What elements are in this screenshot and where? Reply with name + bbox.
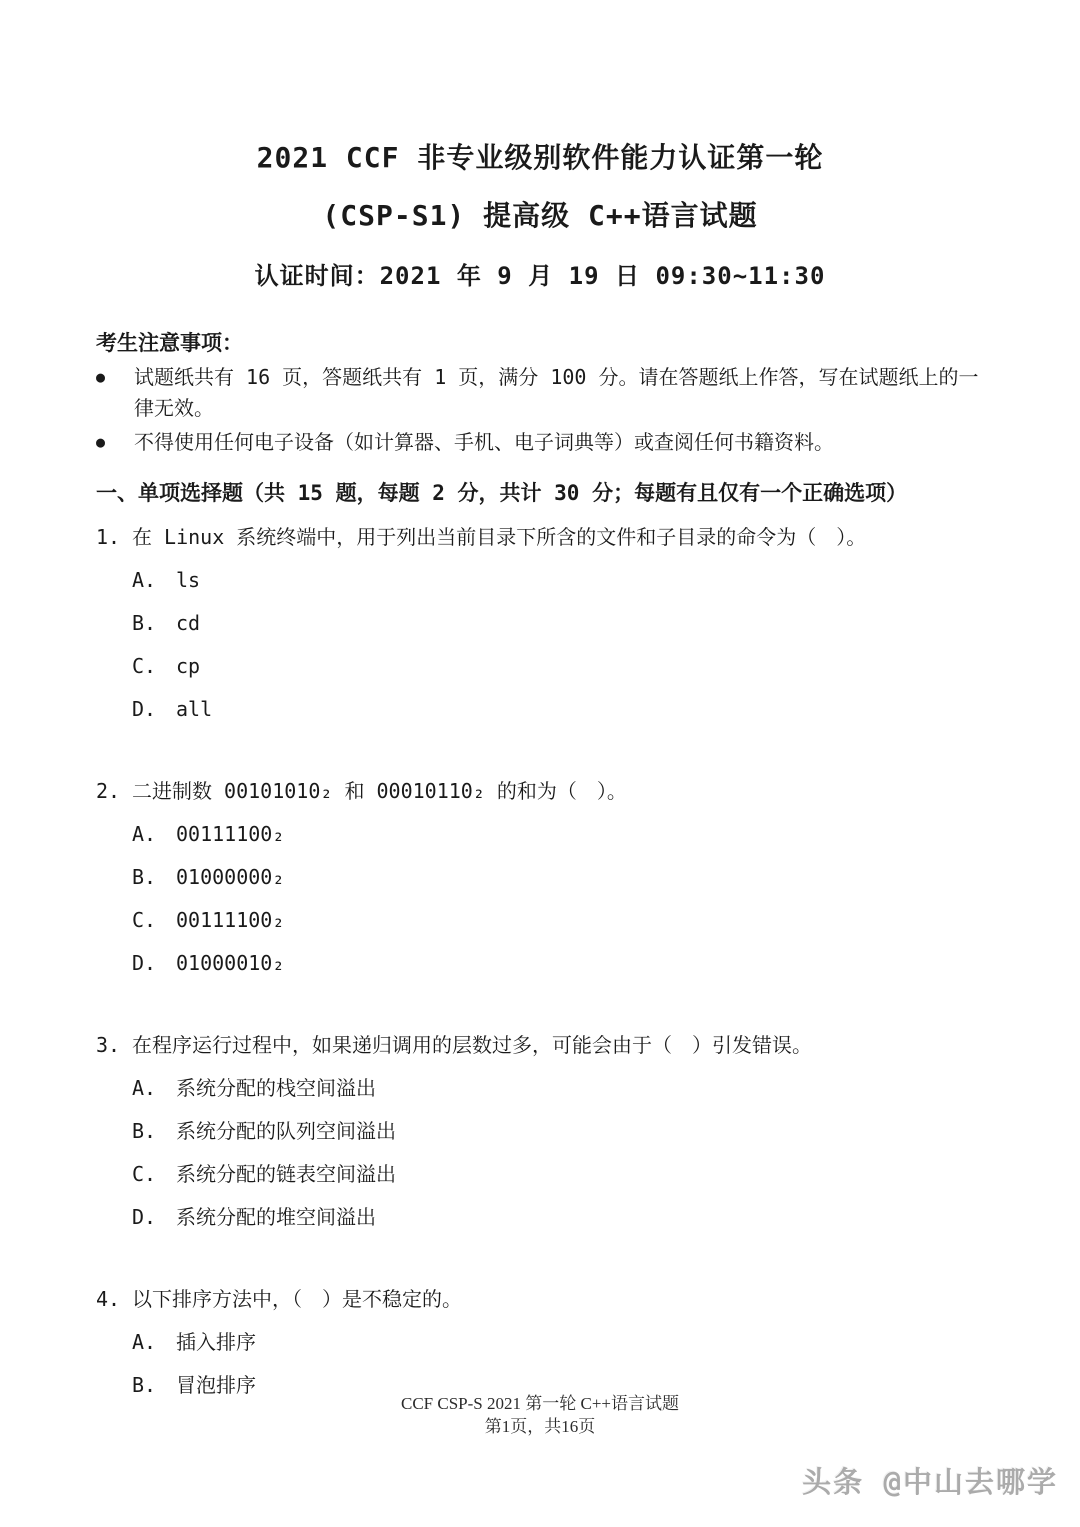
option-label: A. xyxy=(132,1330,157,1354)
option-label: C. xyxy=(132,908,157,932)
exam-time: 认证时间：2021 年 9 月 19 日 09:30~11:30 xyxy=(254,262,826,290)
question-2-option-b xyxy=(132,862,984,892)
question-1-option-d xyxy=(132,694,984,724)
exam-title-line2: (CSP-S1) 提高级 C++语言试题 xyxy=(322,199,758,232)
option-text: 插入排序 xyxy=(176,1330,256,1354)
question-3-option-b xyxy=(132,1116,984,1146)
question-1-text-line xyxy=(96,522,984,552)
question-number: 3. xyxy=(96,1033,121,1057)
option-label: B. xyxy=(132,1373,157,1397)
question-text: 在 Linux 系统终端中，用于列出当前目录下所含的文件和子目录的命令为（ ）。 xyxy=(132,525,867,549)
option-text: cp xyxy=(176,654,201,678)
question-2-option-d xyxy=(132,948,984,978)
notice-list xyxy=(96,362,984,458)
notice-item-text: 试题纸共有 16 页，答题纸共有 1 页，满分 100 分。请在答题纸上作答，写在试题纸上的一律无效。 xyxy=(134,365,979,420)
option-label: D. xyxy=(132,697,157,721)
question-3-option-c xyxy=(132,1159,984,1189)
notice-item xyxy=(96,362,984,424)
question-3-option-a xyxy=(132,1073,984,1103)
option-text: 系统分配的链表空间溢出 xyxy=(176,1162,396,1186)
question-number: 2. xyxy=(96,779,121,803)
option-text: 00111100₂ xyxy=(176,908,285,932)
section-heading: 一、单项选择题（共 15 题，每题 2 分，共计 30 分；每题有且仅有一个正确选项） xyxy=(96,481,908,505)
question-2 xyxy=(96,776,984,978)
option-label: A. xyxy=(132,568,157,592)
option-text: all xyxy=(176,697,213,721)
question-number: 4. xyxy=(96,1287,121,1311)
bullet-icon: ● xyxy=(96,368,106,386)
question-text: 在程序运行过程中，如果递归调用的层数过多，可能会由于（ ）引发错误。 xyxy=(132,1033,812,1057)
option-text: 01000000₂ xyxy=(176,865,285,889)
notice-item-text: 不得使用任何电子设备（如计算器、手机、电子词典等）或查阅任何书籍资料。 xyxy=(134,430,834,454)
notice-section xyxy=(96,328,984,458)
option-label: C. xyxy=(132,654,157,678)
exam-title-line1: 2021 CCF 非专业级别软件能力认证第一轮 xyxy=(256,141,824,174)
option-text: 系统分配的堆空间溢出 xyxy=(176,1205,376,1229)
option-text: 01000010₂ xyxy=(176,951,285,975)
option-label: D. xyxy=(132,951,157,975)
question-4-text-line xyxy=(96,1284,984,1314)
bullet-icon: ● xyxy=(96,433,106,451)
option-label: A. xyxy=(132,822,157,846)
option-text: 系统分配的队列空间溢出 xyxy=(176,1119,396,1143)
question-4-option-a xyxy=(132,1327,984,1357)
notice-item xyxy=(96,427,984,458)
question-text: 以下排序方法中，（ ）是不稳定的。 xyxy=(132,1287,462,1311)
option-label: C. xyxy=(132,1162,157,1186)
exam-header xyxy=(96,0,984,292)
option-text: 冒泡排序 xyxy=(176,1373,256,1397)
watermark-text: 头条 @中山去哪学 xyxy=(802,1465,1058,1499)
question-text: 二进制数 00101010₂ 和 00010110₂ 的和为（ ）。 xyxy=(132,779,627,803)
option-text: 系统分配的栈空间溢出 xyxy=(176,1076,376,1100)
question-1-option-c xyxy=(132,651,984,681)
question-1-option-b xyxy=(132,608,984,638)
question-2-option-a xyxy=(132,819,984,849)
notice-heading: 考生注意事项： xyxy=(96,331,243,355)
option-text: ls xyxy=(176,568,201,592)
option-label: D. xyxy=(132,1205,157,1229)
question-1-option-a xyxy=(132,565,984,595)
option-label: B. xyxy=(132,865,157,889)
option-label: B. xyxy=(132,1119,157,1143)
question-4 xyxy=(96,1284,984,1400)
question-3-option-d xyxy=(132,1202,984,1232)
option-text: cd xyxy=(176,611,201,635)
option-text: 00111100₂ xyxy=(176,822,285,846)
footer-page-number: 第1页，共16页 xyxy=(484,1417,596,1436)
question-3-text-line xyxy=(96,1030,984,1060)
question-2-text-line xyxy=(96,776,984,806)
question-number: 1. xyxy=(96,525,121,549)
question-2-option-c xyxy=(132,905,984,935)
footer-document-title: CCF CSP-S 2021 第一轮 C++语言试题 xyxy=(400,1394,679,1413)
option-label: B. xyxy=(132,611,157,635)
option-label: A. xyxy=(132,1076,157,1100)
question-3 xyxy=(96,1030,984,1232)
questions-section xyxy=(96,522,984,1400)
question-1 xyxy=(96,522,984,724)
page-footer xyxy=(0,1392,1080,1438)
